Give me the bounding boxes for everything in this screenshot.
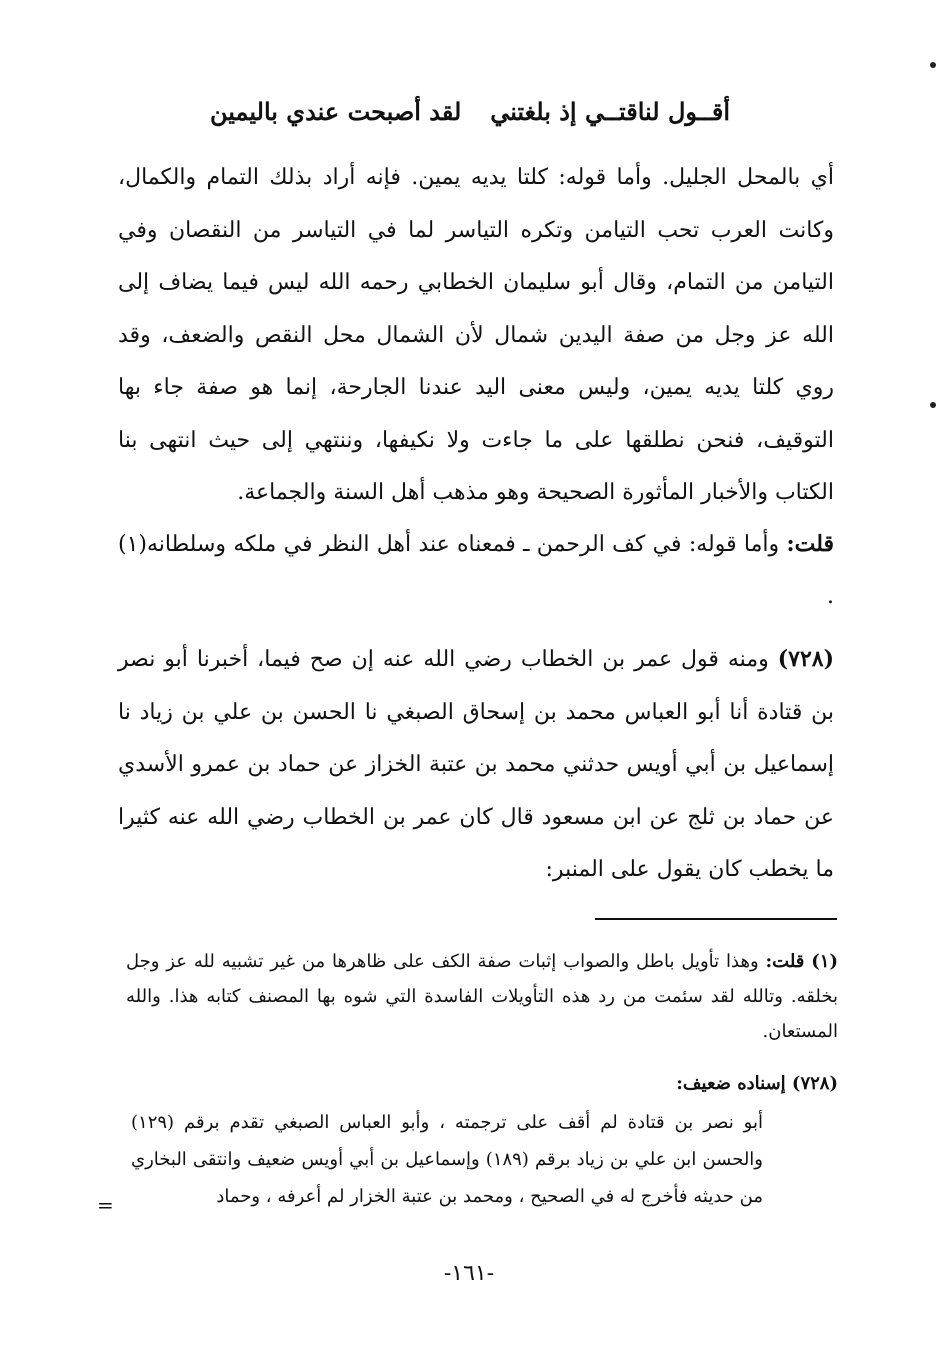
footnote-1 <box>126 944 838 1049</box>
footnote-728-text: أبو نصر بن قتادة لم أقف على ترجمته ، وأبو العباس الصبغي تقدم برقم (١٢٩) والحسن ابن علي بن زياد برقم (١٨٩) وإسماعيل بن أبي أويس ضعيف وانتقى البخاري من حديثه فأخرج له في الصحيح ، ومحمد بن عتبة الخزار لم أعرفه ، وحماد <box>131 1112 764 1207</box>
qultu-label: قلت: <box>786 531 834 557</box>
footnote-1-text: وهذا تأويل باطل والصواب إثبات صفة الكف على ظاهرها من غير تشبيه لله عز وجل بخلقه. وتالله لقد سئمت من رد هذه التأويلات الفاسدة التي شوه بها المصنف كتابه هذا. والله المستعان. <box>126 951 838 1042</box>
paragraph-kaff-explanation <box>118 518 834 623</box>
verse-second-hemistich: لقد أصبحت عندي باليمين <box>210 97 462 126</box>
margin-dot-middle <box>930 402 936 408</box>
continuation-mark: = <box>97 1193 114 1217</box>
footnote-1-number: (١) <box>811 951 838 972</box>
footnote-1-qultu: قلت: <box>765 951 805 972</box>
hadith-728-paragraph <box>118 633 834 897</box>
hadith-number: (٧٢٨) <box>777 646 834 672</box>
footnote-728-heading: (٧٢٨) إسناده ضعيف: <box>676 1073 838 1094</box>
verse-first-hemistich: أقــول لناقتــي إذ بلغتني <box>490 97 730 126</box>
margin-dot-top <box>930 62 936 68</box>
hadith-728-text: ومنه قول عمر بن الخطاب رضي الله عنه إن صح فيما، أخبرنا أبو نصر بن قتادة أنا أبو العباس محمد بن إسحاق الصبغي نا الحسن بن علي بن زياد نا إسماعيل بن أبي أويس حدثني محمد بن عتبة الخزاز عن حماد بن عمرو الأسدي عن حماد بن ثلج عن ابن مسعود قال كان عمر بن الخطاب رضي الله عنه كثيرا ما يخطب كان يقول على المنبر: <box>118 647 834 882</box>
poetry-verse-heading <box>210 92 730 132</box>
paragraph-yamin-explanation: أي بالمحل الجليل. وأما قوله: كلتا يديه يمين. فإنه أراد بذلك التمام والكمال، وكانت العرب تحب التيامن وتكره التياسر لما في التياسر من النقصان وفي التيامن من التمام، وقال أبو سليمان الخطابي رحمه الله ليس فيما يضاف إلى الله عز وجل من صفة اليدين شمال لأن الشمال محل النقص والضعف، وقد روي كلتا يديه يمين، وليس معنى اليد عندنا الجارحة، إنما هو صفة جاء بها التوقيف، فنحن نطلقها على ما جاءت ولا نكيفها، وننتهي إلى حيث انتهى بنا الكتاب والأخبار المأثورة الصحيحة وهو مذهب أهل السنة والجماعة. <box>118 165 834 505</box>
paragraph-kaff-text: وأما قوله: في كف الرحمن ـ فمعناه عند أهل النظر في ملكه وسلطانه(١) . <box>118 532 834 609</box>
footnote-separator <box>595 918 837 920</box>
page-number: -١٦١- <box>443 1261 495 1286</box>
